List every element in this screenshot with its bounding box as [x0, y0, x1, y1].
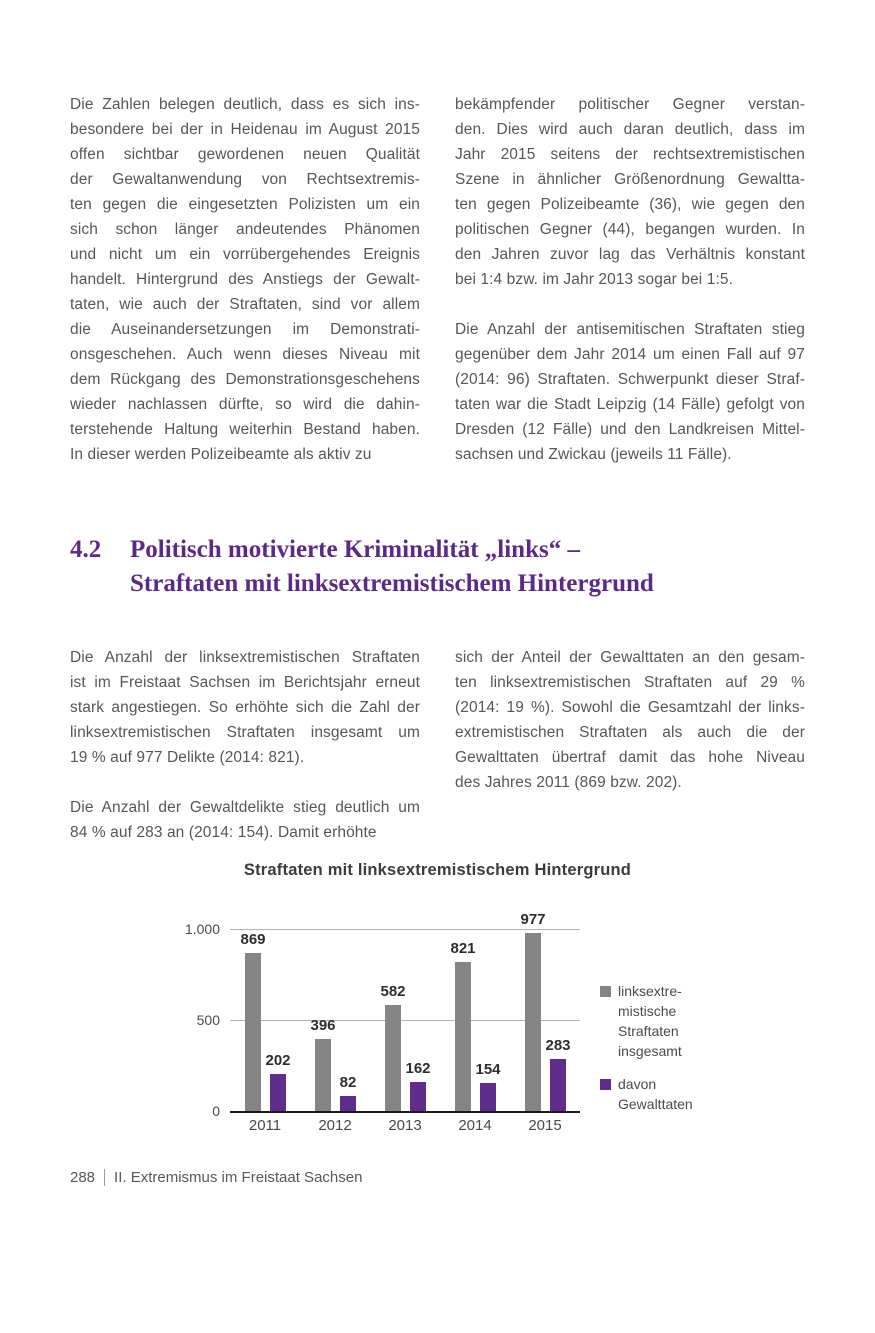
text-line: In dieser werden Polizeibeamte als aktiv zu: [70, 446, 372, 463]
x-tick-label: 2015: [528, 1117, 562, 1134]
text-line: taten, wie auch der Straftaten, sind vor allem: [70, 296, 420, 313]
legend-item: [600, 1074, 693, 1114]
bar-total: [525, 933, 541, 1111]
text-line: taten war die Stadt Leipzig (14 Fälle) gefolgt von: [455, 396, 805, 413]
footer-divider: [104, 1169, 105, 1186]
bar-value-label: 202: [265, 1052, 291, 1069]
legend-label-line: mistische: [618, 1003, 677, 1019]
bar-value-label: 582: [380, 983, 406, 1000]
text-line: sachsen und Zwickau (jeweils 11 Fälle).: [455, 446, 732, 463]
text-line: Die Anzahl der linksextremistischen Straftaten: [70, 649, 420, 666]
legend-swatch-icon: [600, 1079, 611, 1090]
bar-value-label: 977: [520, 911, 546, 928]
text-line: sich der Anteil der Gewalttaten an den gesam-: [455, 649, 805, 666]
bar-value-label: 82: [339, 1074, 357, 1091]
text-line: extremistischen Straftaten als auch die der: [455, 724, 805, 741]
x-tick-label: 2012: [318, 1117, 352, 1134]
text-line: bekämpfender politischer Gegner verstan-: [455, 96, 805, 113]
bar-violence: [550, 1059, 566, 1111]
section-title: [130, 533, 805, 601]
legend-label-line: Straftaten: [618, 1023, 679, 1039]
paragraph: [455, 645, 805, 795]
bar-violence: [480, 1083, 496, 1111]
text-line: Gewalttaten übertraf damit das hohe Niveau: [455, 749, 805, 766]
text-line: onsgeschehen. Auch wenn dieses Niveau mit: [70, 346, 420, 363]
chart-title: Straftaten mit linksextremistischem Hintergrund: [243, 861, 632, 879]
text-line: Politisch motivierte Kriminalität „links“ –: [130, 536, 580, 563]
text-line: der Gewaltanwendung von Rechtsextremis-: [70, 171, 420, 188]
bar-violence: [270, 1074, 286, 1111]
text-line: ten linksextremistischen Straftaten auf 29 %: [455, 674, 805, 691]
text-line: die Auseinandersetzungen im Demonstrati-: [70, 321, 420, 338]
y-tick-label: 500: [196, 1012, 220, 1028]
text-line: ten gegen die eingesetzten Polizisten um ein: [70, 196, 420, 213]
legend-label: [618, 1074, 693, 1114]
bar-value-label: 154: [475, 1061, 501, 1078]
chart-plot-area: [230, 911, 580, 1134]
bar-value-label: 283: [545, 1037, 571, 1054]
legend-label-line: linksextre-: [618, 983, 682, 999]
y-tick-label: 1.000: [184, 921, 220, 937]
bar-total: [385, 1005, 401, 1111]
bar-value-label: 821: [450, 940, 476, 957]
text-line: sich schon länger andeutendes Phänomen: [70, 221, 420, 238]
text-line: terstehende Haltung weiterhin Bestand haben.: [70, 421, 420, 438]
section-number: 4.2: [70, 536, 102, 563]
bar-chart: [70, 855, 805, 1155]
legend-swatch-icon: [600, 986, 611, 997]
text-line: (2014: 19 %). Sowohl die Gesamtzahl der links-: [455, 699, 805, 716]
text-line: Die Anzahl der antisemitischen Straftaten stieg: [455, 321, 805, 338]
text-line: ist im Freistaat Sachsen im Berichtsjahr erneut: [70, 674, 420, 691]
x-tick-label: 2011: [248, 1117, 282, 1134]
page-number: 288: [70, 1169, 96, 1186]
bar-total: [455, 962, 471, 1111]
legend-label-line: insgesamt: [618, 1043, 682, 1059]
text-line: wieder nachlassen dürfte, so wird die dahin-: [70, 396, 420, 413]
text-block-section: [70, 645, 805, 845]
text-line: bei 1:4 bzw. im Jahr 2013 sogar bei 1:5.: [455, 271, 733, 288]
legend-item: [600, 981, 693, 1061]
bar-violence: [340, 1096, 356, 1111]
text-line: ten gegen Polizeibeamte (36), wie gegen den: [455, 196, 805, 213]
text-block-top: [70, 92, 805, 467]
text-line: und nicht um ein vorrübergehendes Ereignis: [70, 246, 420, 263]
text-line: 84 % auf 283 an (2014: 154). Damit erhöhte: [70, 824, 377, 841]
bar-total: [245, 953, 261, 1111]
text-line: Die Zahlen belegen deutlich, dass es sich ins-: [70, 96, 420, 113]
bar-violence: [410, 1082, 426, 1111]
footer-section-title: II. Extremismus im Freistaat Sachsen: [114, 1169, 363, 1186]
y-tick-label: 0: [212, 1103, 220, 1119]
text-line: Die Anzahl der Gewaltdelikte stieg deutlich um: [70, 799, 420, 816]
text-line: den. Dies wird auch daran deutlich, dass im: [455, 121, 805, 138]
page: [0, 92, 875, 1186]
x-tick-label: 2013: [388, 1117, 422, 1134]
text-line: Szene in ähnlicher Größenordnung Gewaltta-: [455, 171, 805, 188]
text-column-right: [455, 92, 805, 467]
grid-line: [230, 929, 580, 930]
legend-label-line: Gewalttaten: [618, 1096, 693, 1112]
paragraph: [70, 92, 420, 467]
bar-value-label: 869: [240, 931, 266, 948]
bar-value-label: 396: [310, 1017, 336, 1034]
text-line: Straftaten mit linksextremistischem Hintergrund: [130, 570, 654, 597]
x-tick-label: 2014: [458, 1117, 492, 1134]
paragraph: [70, 645, 420, 770]
text-line: 19 % auf 977 Delikte (2014: 821).: [70, 749, 305, 766]
paragraph: [455, 92, 805, 292]
text-line: Dresden (12 Fälle) und den Landkreisen Mittel-: [455, 421, 805, 438]
text-column-left: [70, 92, 420, 467]
text-line: offen sichtbar gewordenen neuen Qualität: [70, 146, 420, 163]
legend-label-line: davon: [618, 1076, 657, 1092]
text-line: handelt. Hintergrund des Anstiegs der Gewalt-: [70, 271, 420, 288]
text-line: Jahr 2015 seitens der rechtsextremistischen: [455, 146, 805, 163]
page-footer: [70, 1169, 805, 1186]
legend-label: [618, 981, 682, 1061]
text-line: stark angestiegen. So erhöhte sich die Zahl der: [70, 699, 420, 716]
text-line: den Jahren zuvor lag das Verhältnis konstant: [455, 246, 805, 263]
text-line: linksextremistischen Straftaten insgesamt um: [70, 724, 420, 741]
text-line: des Jahres 2011 (869 bzw. 202).: [455, 774, 682, 791]
text-line: politischen Gegner (44), begangen wurden. In: [455, 221, 805, 238]
text-line: gegenüber dem Jahr 2014 um einen Fall auf 97: [455, 346, 805, 363]
text-column-right: [455, 645, 805, 845]
section-heading: [70, 533, 805, 601]
text-line: dem Rückgang des Demonstrationsgeschehens: [70, 371, 420, 388]
text-column-left: [70, 645, 420, 845]
bar-value-label: 162: [405, 1060, 431, 1077]
paragraph: [455, 317, 805, 467]
chart-legend: [600, 981, 693, 1114]
paragraph: [70, 795, 420, 845]
text-line: besondere bei der in Heidenau im August 2015: [70, 121, 420, 138]
text-line: (2014: 96) Straftaten. Schwerpunkt dieser Straf-: [455, 371, 805, 388]
